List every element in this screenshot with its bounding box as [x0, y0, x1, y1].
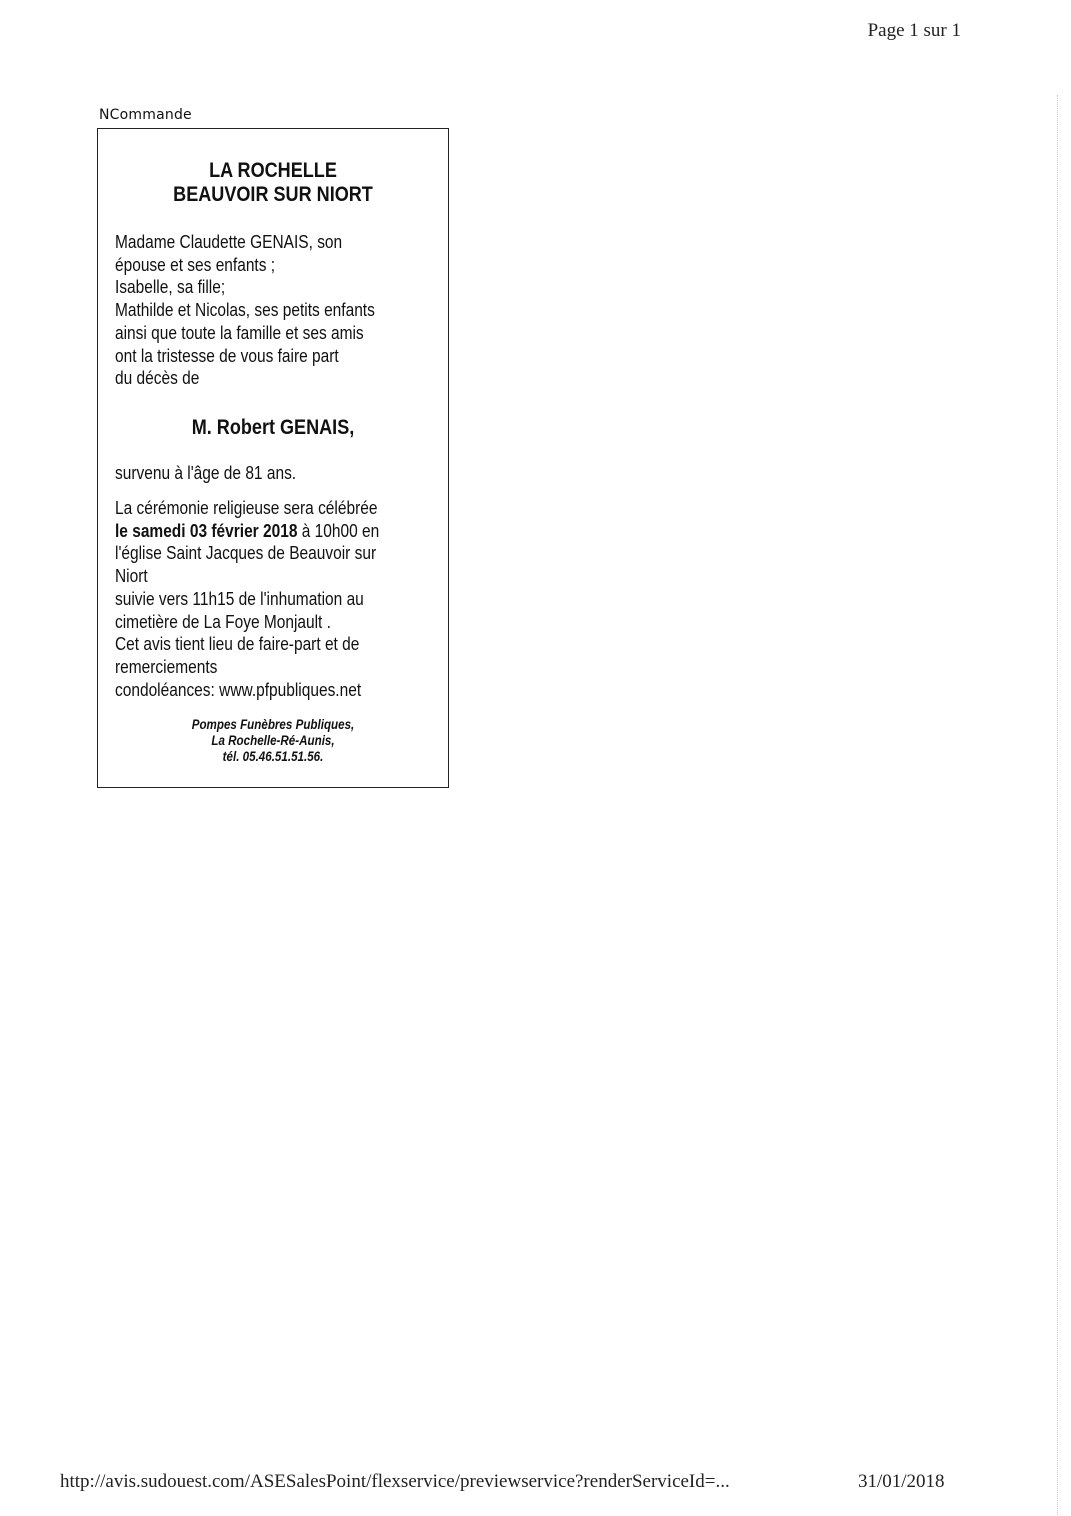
- condolences-line: condoléances: www.pfpubliques.net: [115, 679, 362, 700]
- text-line: Mathilde et Nicolas, ses petits enfants: [115, 300, 375, 321]
- text-line: Madame Claudette GENAIS, son: [115, 232, 343, 252]
- notice-heading: [123, 159, 424, 207]
- page-number: Page 1 sur 1: [867, 20, 961, 41]
- funeral-home-name: Pompes Funèbres Publiques,: [191, 717, 355, 732]
- funeral-home-location: La Rochelle-Ré-Aunis,: [211, 733, 335, 748]
- age-line: survenu à l'âge de 81 ans.: [115, 463, 297, 483]
- funeral-home-signature: [123, 717, 424, 765]
- text-line: du décès de: [115, 368, 200, 389]
- text-line: suivie vers 11h15 de l'inhumation au: [115, 588, 364, 609]
- ceremony-date-line: [115, 520, 399, 543]
- text-line: Niort: [115, 566, 148, 587]
- heading-line-city: LA ROCHELLE: [209, 159, 337, 182]
- text-line: l'église Saint Jacques de Beauvoir sur: [115, 543, 377, 564]
- funeral-home-phone: tél. 05.46.51.51.56.: [222, 749, 324, 764]
- text-line: Cet avis tient lieu de faire-part et de: [115, 634, 360, 655]
- ceremony-time: à 10h00 en: [297, 520, 380, 541]
- text-line: cimetière de La Foye Monjault .: [115, 611, 331, 632]
- text-line: ainsi que toute la famille et ses amis: [115, 322, 364, 343]
- text-line: Isabelle, sa fille;: [115, 277, 226, 298]
- obituary-notice: [97, 128, 449, 788]
- ceremony-details: [115, 497, 399, 701]
- order-label: NCommande: [99, 107, 192, 123]
- deceased-name: M. Robert GENAIS,: [191, 416, 355, 439]
- scan-edge-line: [1057, 95, 1058, 1515]
- footer-url: http://avis.sudouest.com/ASESalesPoint/flexservice/previewservice?renderServiceId=...: [60, 1471, 730, 1492]
- text-line: ont la tristesse de vous faire part: [115, 345, 339, 366]
- text-line: remerciements: [115, 656, 218, 677]
- text-line: La cérémonie religieuse sera célébrée: [115, 498, 378, 518]
- heading-line-town: BEAUVOIR SUR NIORT: [173, 183, 373, 206]
- family-announcement: [115, 231, 399, 390]
- footer-date: 31/01/2018: [858, 1471, 945, 1492]
- ceremony-date: le samedi 03 février 2018: [115, 520, 298, 541]
- text-line: épouse et ses enfants ;: [115, 254, 276, 275]
